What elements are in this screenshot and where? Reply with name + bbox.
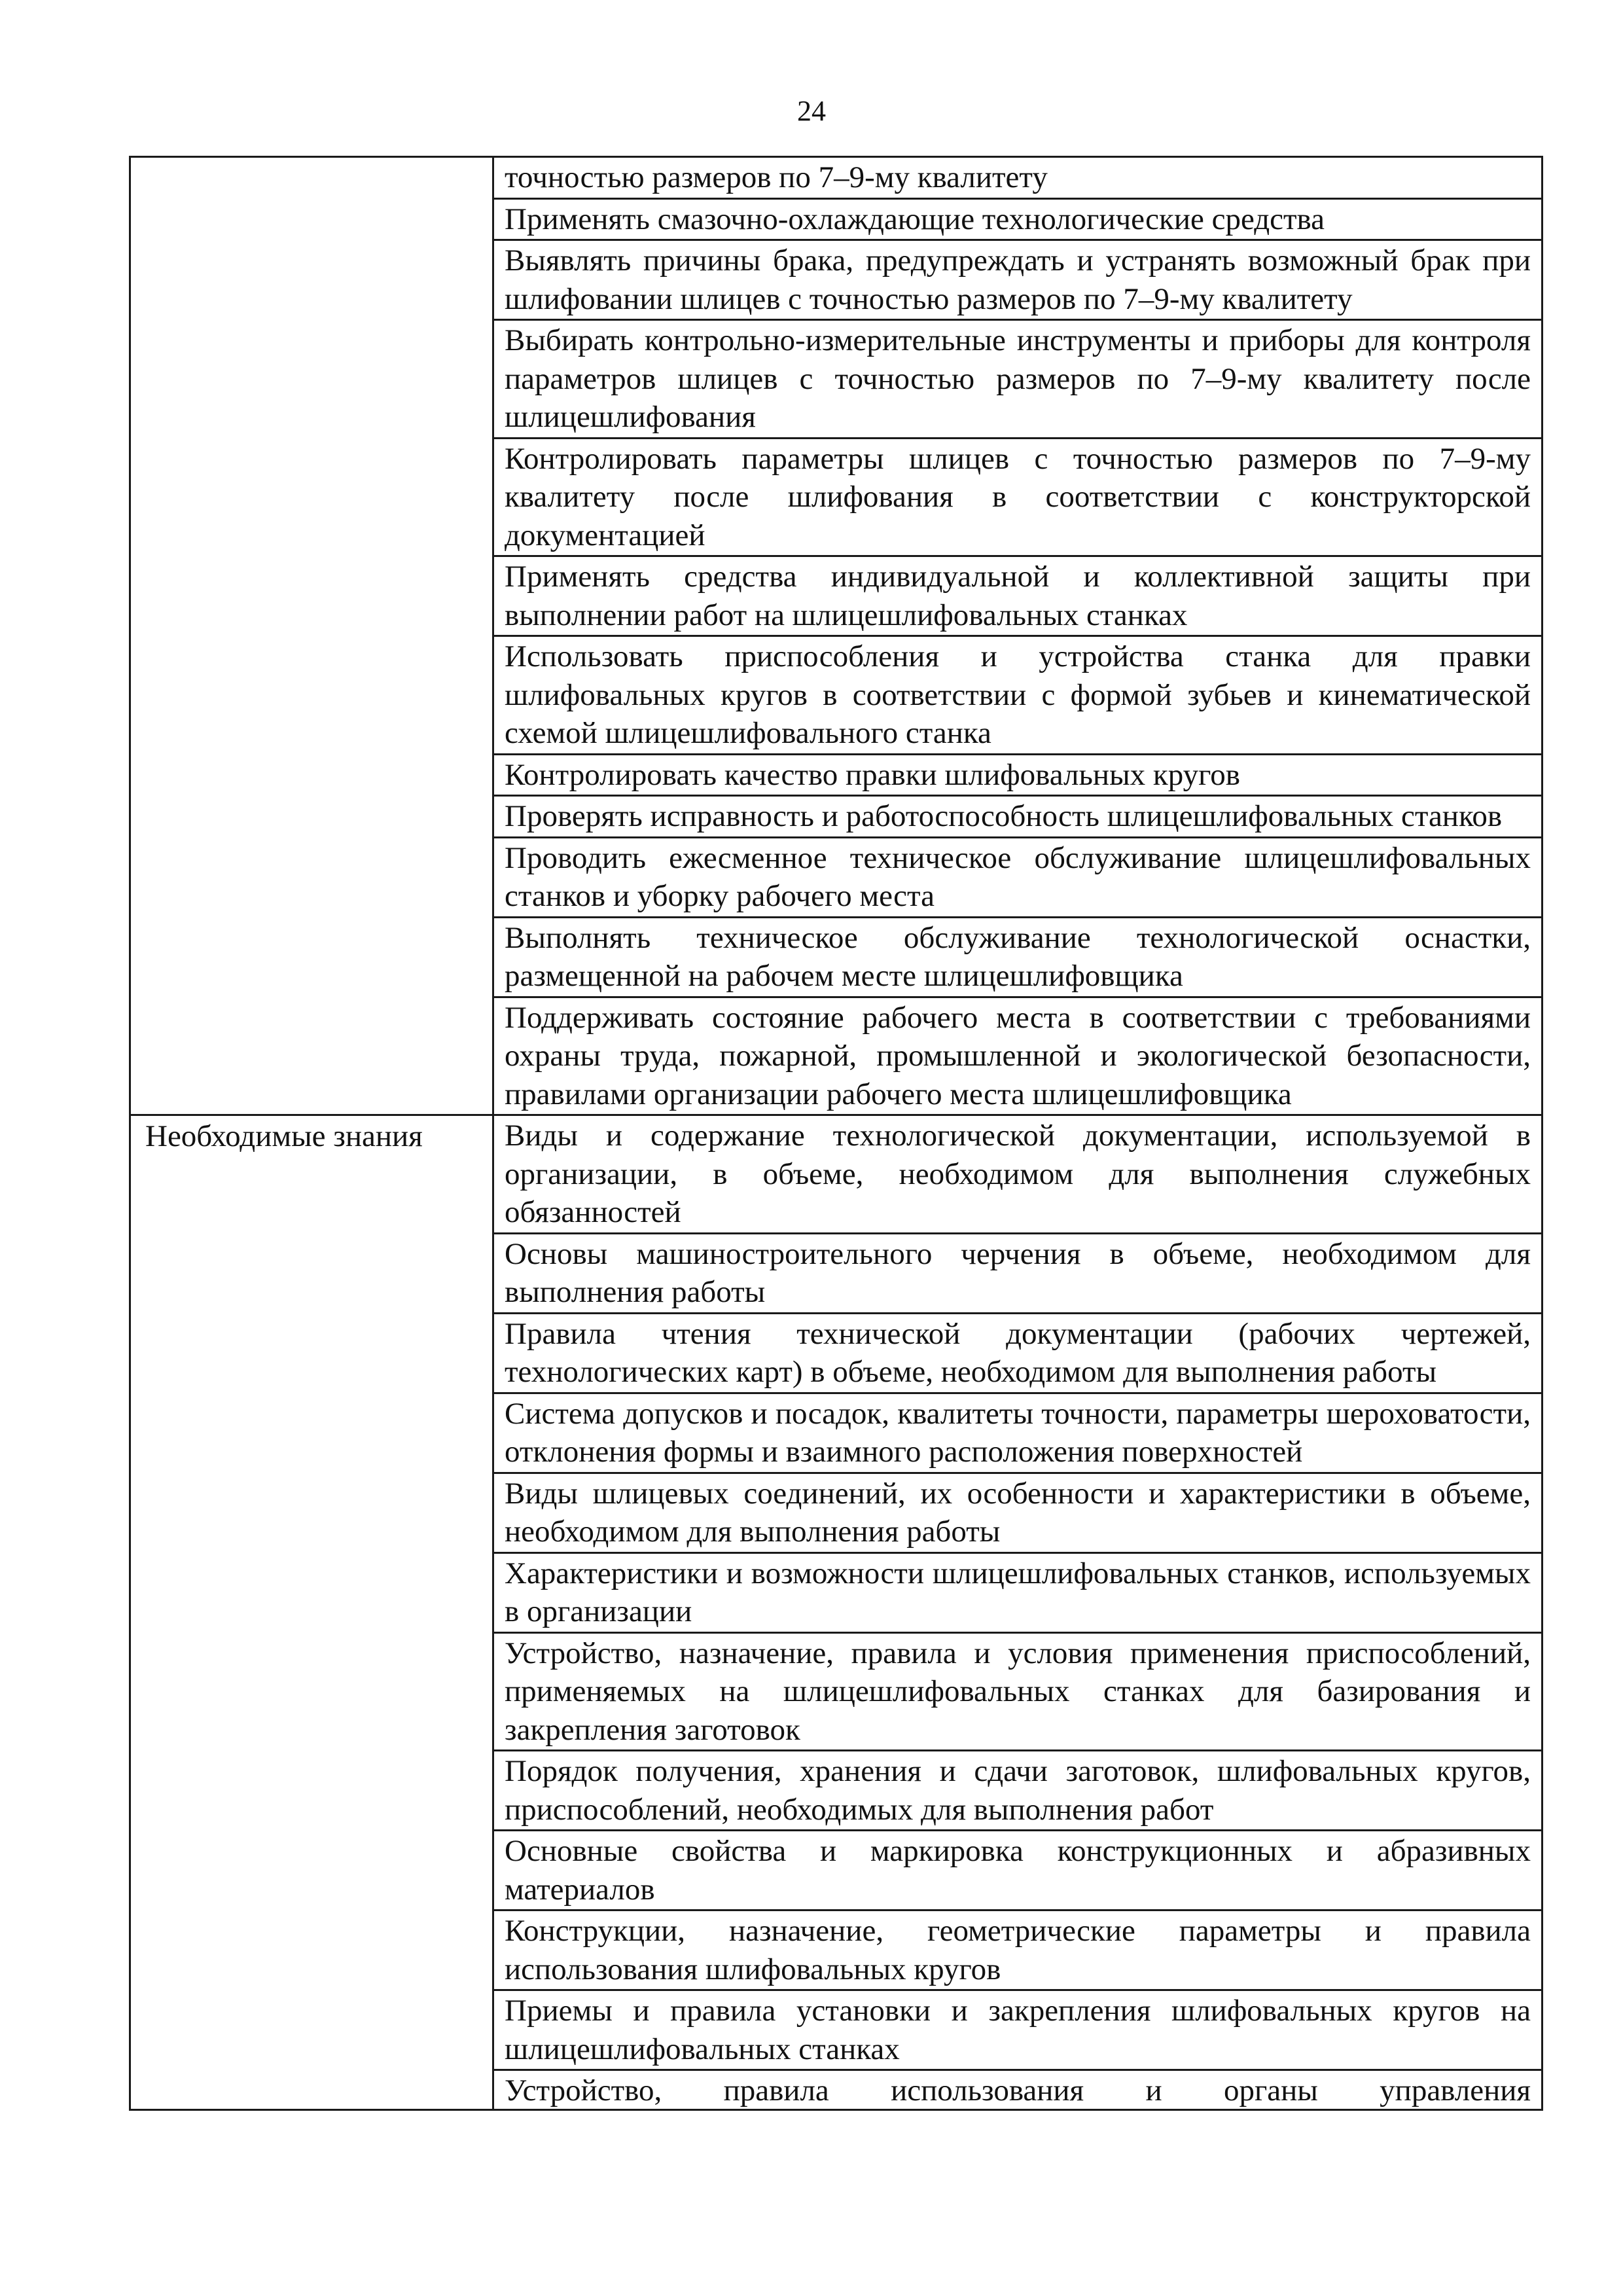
requirement-cell — [493, 1313, 1543, 1393]
requirement-cell — [493, 198, 1543, 240]
requirements-table-body — [130, 157, 1543, 2110]
section-label-cell — [130, 1115, 493, 2110]
requirement-cell — [493, 1990, 1543, 2070]
requirement-text: Основные свойства и маркировка конструкционных и абразивных материалов — [505, 1834, 1531, 1907]
requirement-text: Использовать приспособления и устройства станка для правки шлифовальных кругов в соответствии с формой зубьев и кинематической схемой шлицешлифовального станка — [505, 639, 1531, 750]
requirement-text: Порядок получения, хранения и сдачи заготовок, шлифовальных кругов, приспособлений, необходимых для выполнения работ — [505, 1754, 1531, 1827]
requirement-cell — [493, 1831, 1543, 1910]
section-label-cell — [130, 157, 493, 1115]
requirements-table — [129, 156, 1543, 2111]
requirement-cell — [493, 1115, 1543, 1234]
requirement-text: Виды и содержание технологической документации, используемой в организации, в объеме, необходимом для выполнения служебных обязанностей — [505, 1119, 1531, 1229]
requirement-text: точностью размеров по 7–9-му квалитету — [505, 160, 1048, 194]
requirement-cell — [493, 997, 1543, 1115]
requirement-cell — [493, 837, 1543, 917]
requirement-text: Характеристики и возможности шлицешлифовальных станков, используемых в организации — [505, 1556, 1531, 1628]
requirement-cell — [493, 157, 1543, 199]
requirement-text: Применять средства индивидуальной и коллективной защиты при выполнении работ на шлицешлифовальных станках — [505, 560, 1531, 632]
requirement-text: Система допусков и посадок, квалитеты точности, параметры шероховатости, отклонения формы и взаимного расположения поверхностей — [505, 1396, 1531, 1469]
table-row — [130, 157, 1543, 199]
table-row — [130, 1115, 1543, 1234]
requirement-cell — [493, 320, 1543, 439]
requirement-cell — [493, 1751, 1543, 1831]
requirement-cell — [493, 556, 1543, 636]
requirement-text: Выявлять причины брака, предупреждать и устранять возможный брак при шлифовании шлицев с точностью размеров по 7–9-му квалитету — [505, 243, 1531, 316]
requirement-text: Основы машиностроительного черчения в объеме, необходимом для выполнения работы — [505, 1236, 1531, 1309]
requirement-text: Правила чтения технической документации (рабочих чертежей, технологических карт) в объеме, необходимом для выполнения работы — [505, 1316, 1531, 1389]
requirement-text: Виды шлицевых соединений, их особенности и характеристики в объеме, необходимом для выполнения работы — [505, 1476, 1531, 1549]
requirement-cell — [493, 2070, 1543, 2110]
requirement-cell — [493, 1910, 1543, 1990]
requirement-text: Поддерживать состояние рабочего места в соответствии с требованиями охраны труда, пожарной, промышленной и экологической безопасности, правилами организации рабочего места шлицешлифовщика — [505, 1000, 1531, 1111]
requirement-cell — [493, 1552, 1543, 1632]
requirement-text: Выполнять техническое обслуживание технологической оснастки, размещенной на рабочем месте шлицешлифовщика — [505, 920, 1531, 993]
requirement-text: Проводить ежесменное техническое обслуживание шлицешлифовальных станков и уборку рабочего места — [505, 840, 1531, 913]
requirement-cell — [493, 636, 1543, 755]
requirement-text: Проверять исправность и работоспособность шлицешлифовальных станков — [505, 799, 1503, 833]
requirement-cell — [493, 1393, 1543, 1473]
requirement-text: Применять смазочно-охлаждающие технологические средства — [505, 202, 1325, 236]
requirement-cell — [493, 1233, 1543, 1313]
requirement-text: Конструкции, назначение, геометрические параметры и правила использования шлифовальных кругов — [505, 1914, 1531, 1986]
page-number: 24 — [797, 95, 826, 127]
requirement-cell — [493, 796, 1543, 838]
requirement-text: Приемы и правила установки и закрепления шлифовальных кругов на шлицешлифовальных станках — [505, 1994, 1531, 2066]
requirement-cell — [493, 1473, 1543, 1552]
requirement-text: Выбирать контрольно-измерительные инструменты и приборы для контроля параметров шлицев с точностью размеров по 7–9-му квалитету после шлицешлифования — [505, 323, 1531, 434]
requirement-cell — [493, 438, 1543, 556]
requirement-text: Устройство, правила использования и органы управления — [505, 2073, 1531, 2108]
requirement-cell — [493, 240, 1543, 320]
requirement-text: Устройство, назначение, правила и условия применения приспособлений, применяемых на шлицешлифовальных станках для базирования и закрепления заготовок — [505, 1636, 1531, 1747]
requirement-cell — [493, 1632, 1543, 1751]
requirement-cell — [493, 917, 1543, 997]
requirement-text: Контролировать качество правки шлифовальных кругов — [505, 757, 1240, 792]
section-label: Необходимые знания — [145, 1119, 423, 1153]
requirement-cell — [493, 754, 1543, 796]
requirement-text: Контролировать параметры шлицев с точностью размеров по 7–9-му квалитету после шлифования в соответствии с конструкторской документацией — [505, 441, 1531, 552]
